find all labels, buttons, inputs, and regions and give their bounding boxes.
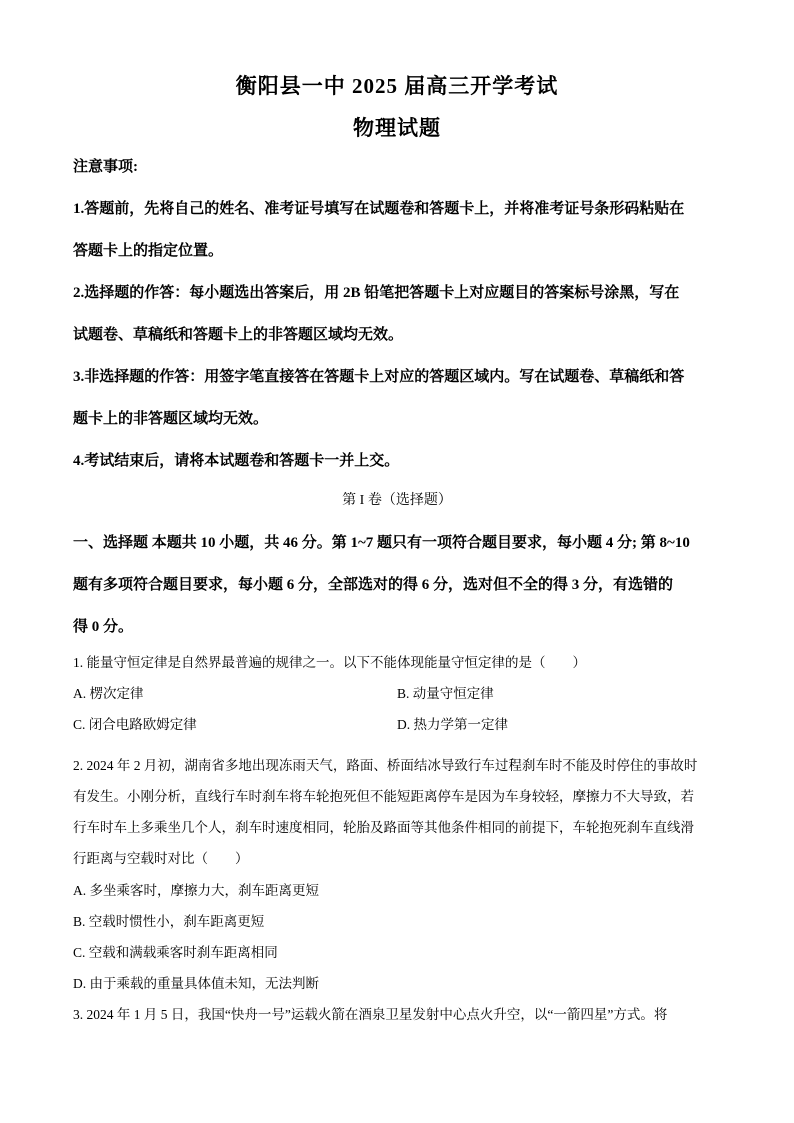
notes-heading: 注意事项:	[73, 159, 138, 175]
question-2-stem-line: 有发生。小刚分析，直线行车时刹车将车轮抱死但不能短距离停车是因为车身较轻，摩擦力不大导致，若	[73, 789, 694, 804]
question-1-option-c: C. 闭合电路欧姆定律	[73, 717, 197, 732]
question-2-stem-line: 行距离与空载时对比（ ）	[73, 851, 249, 866]
section-intro-line: 一、选择题 本题共 10 小题，共 46 分。第 1~7 题只有一项符合题目要求，每小题 4 分; 第 8~10	[73, 535, 690, 551]
notes-line: 2.选择题的作答：每小题选出答案后，用 2B 铅笔把答题卡上对应题目的答案标号涂黑，写在	[73, 285, 680, 301]
notes-line: 题卡上的非答题区域均无效。	[73, 411, 269, 427]
question-2-option-d: D. 由于乘载的重量具体值未知，无法判断	[73, 976, 319, 991]
section-intro-line: 得 0 分。	[73, 619, 134, 635]
exam-subject: 物理试题	[353, 116, 441, 140]
question-2-option-a: A. 多坐乘客时，摩擦力大，刹车距离更短	[73, 883, 319, 898]
question-1-stem: 1. 能量守恒定律是自然界最普遍的规律之一。以下不能体现能量守恒定律的是（ ）	[73, 655, 586, 670]
question-1-option-b: B. 动量守恒定律	[397, 686, 494, 701]
question-2-stem-line: 行车时车上多乘坐几个人，刹车时速度相同，轮胎及路面等其他条件相同的前提下，车轮抱死刹车直线滑	[73, 820, 694, 835]
notes-line: 试题卷、草稿纸和答题卡上的非答题区域均无效。	[73, 327, 404, 343]
question-3-stem: 3. 2024 年 1 月 5 日，我国“快舟一号”运载火箭在酒泉卫星发射中心点火升空，以“一箭四星”方式。将	[73, 1007, 668, 1022]
question-2-stem-line: 2. 2024 年 2 月初，湖南省多地出现冻雨天气，路面、桥面结冰导致行车过程刹车时不能及时停住的事故时	[73, 758, 698, 773]
notes-line: 4.考试结束后，请将本试题卷和答题卡一并上交。	[73, 453, 400, 469]
notes-line: 3.非选择题的作答：用签字笔直接答在答题卡上对应的答题区域内。写在试题卷、草稿纸和答	[73, 369, 685, 385]
section-heading: 第 I 卷（选择题）	[342, 493, 452, 508]
notes-line: 答题卡上的指定位置。	[73, 243, 224, 259]
section-intro-line: 题有多项符合题目要求，每小题 6 分，全部选对的得 6 分，选对但不全的得 3 分，有选错的	[73, 577, 674, 593]
exam-title: 衡阳县一中 2025 届高三开学考试	[235, 74, 559, 98]
question-1-option-a: A. 楞次定律	[73, 686, 144, 701]
question-2-option-b: B. 空载时惯性小，刹车距离更短	[73, 914, 265, 929]
question-2-option-c: C. 空载和满载乘客时刹车距离相同	[73, 945, 278, 960]
question-1-option-d: D. 热力学第一定律	[397, 717, 508, 732]
notes-line: 1.答题前，先将自己的姓名、准考证号填写在试题卷和答题卡上，并将准考证号条形码粘贴在	[73, 201, 685, 217]
